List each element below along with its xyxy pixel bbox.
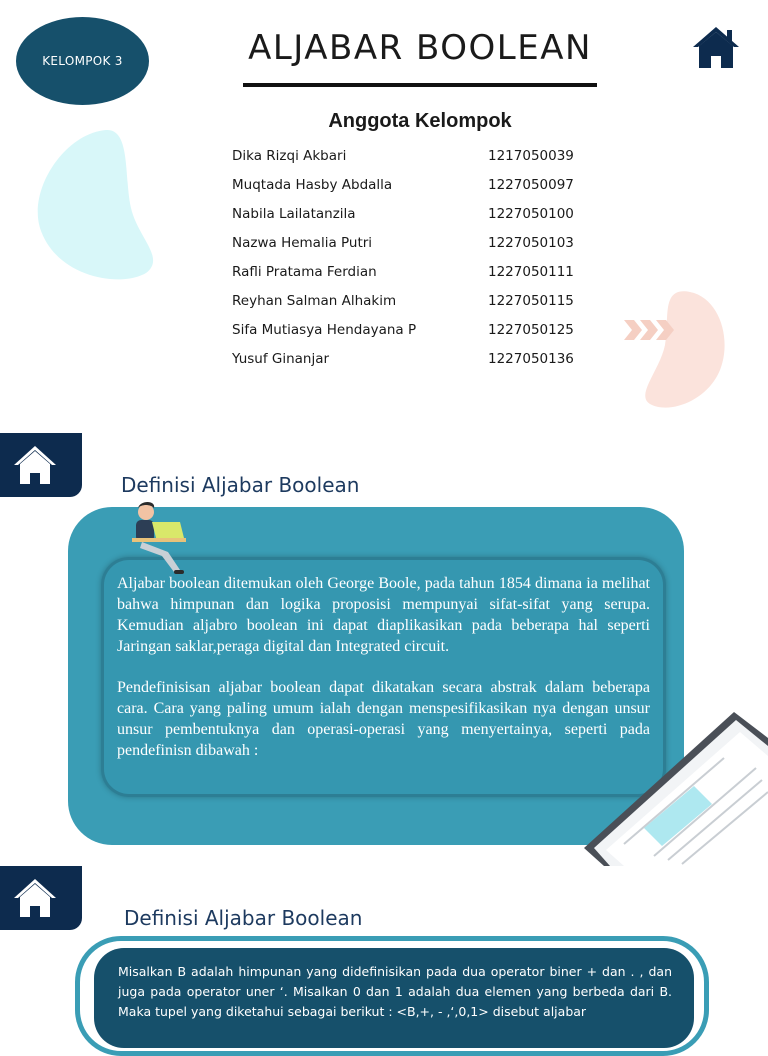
member-name: Nabila Lailatanzila [232,206,356,222]
member-name: Nazwa Hemalia Putri [232,235,373,251]
paragraph: Pendefinisisan aljabar boolean dapat dikatakan secara abstrak dalam beberapa cara. Cara yang paling umum ialah dengan menspesifikasikan nya dengan unsur unsur pembentuknya dan operasi-operasi yang menyertainya, seperti pada pendefinisn dibawah : [117,679,650,759]
member-nim: 1227050111 [488,264,574,280]
list-item [232,177,592,206]
open-book-illustration [584,708,768,866]
person-laptop-illustration [128,500,200,582]
member-nim: 1217050039 [488,148,574,164]
list-item [232,206,592,235]
home-icon [690,24,742,70]
members-list [232,148,592,380]
member-nim: 1227050115 [488,293,574,309]
members-heading: Anggota Kelompok [328,110,512,132]
list-item [232,351,592,380]
member-name: Muqtada Hasby Abdalla [232,177,393,193]
member-name: Rafli Pratama Ferdian [232,264,377,280]
member-nim: 1227050125 [488,322,574,338]
member-nim: 1227050100 [488,206,574,222]
member-nim: 1227050136 [488,351,574,367]
decorative-blob-peach [620,290,730,412]
home-icon [12,876,58,920]
definition-text [117,573,650,781]
member-name: Sifa Mutiasya Hendayana P [232,322,417,338]
member-name: Yusuf Ginanjar [232,351,330,367]
member-nim: 1227050097 [488,177,574,193]
page-title: ALJABAR BOOLEAN [248,28,592,68]
definition-text-2: Misalkan B adalah himpunan yang didefinisikan pada dua operator biner + dan . , dan juga pada operator uner ‘. Misalkan 0 dan 1 adalah dua elemen yang berbeda dari B. Maka tupel yang diketahui sebagai berikut : <B,+, - ,‘,0,1> disebut aljabar [118,964,672,1019]
home-button[interactable] [690,24,742,70]
home-tab-button[interactable] [0,866,82,930]
member-name: Reyhan Salman Alhakim [232,293,397,309]
member-nim: 1227050103 [488,235,574,251]
list-item [232,322,592,351]
home-icon [12,443,58,487]
section-heading: Definisi Aljabar Boolean [121,473,360,497]
list-item [232,148,592,177]
section-heading: Definisi Aljabar Boolean [124,906,363,930]
list-item [232,235,592,264]
chevrons-right-icon [624,320,674,340]
decorative-blob-cyan [36,128,158,280]
list-item [232,293,592,322]
list-item [232,264,592,293]
member-name: Dika Rizqi Akbari [232,148,347,164]
home-tab-button[interactable] [0,433,82,497]
group-badge [16,17,149,105]
paragraph: Aljabar boolean ditemukan oleh George Boole, pada tahun 1854 dimana ia melihat bahwa himpunan dan logika proposisi mempunyai sifat-sifat yang serupa. Kemudian aljabro boolean ini dapat diaplikasikan pada beberapa hal seperti Jaringan saklar,peraga digital dan Integrated circuit. [117,575,650,655]
group-label: KELOMPOK 3 [42,54,123,68]
title-underline [243,83,597,87]
